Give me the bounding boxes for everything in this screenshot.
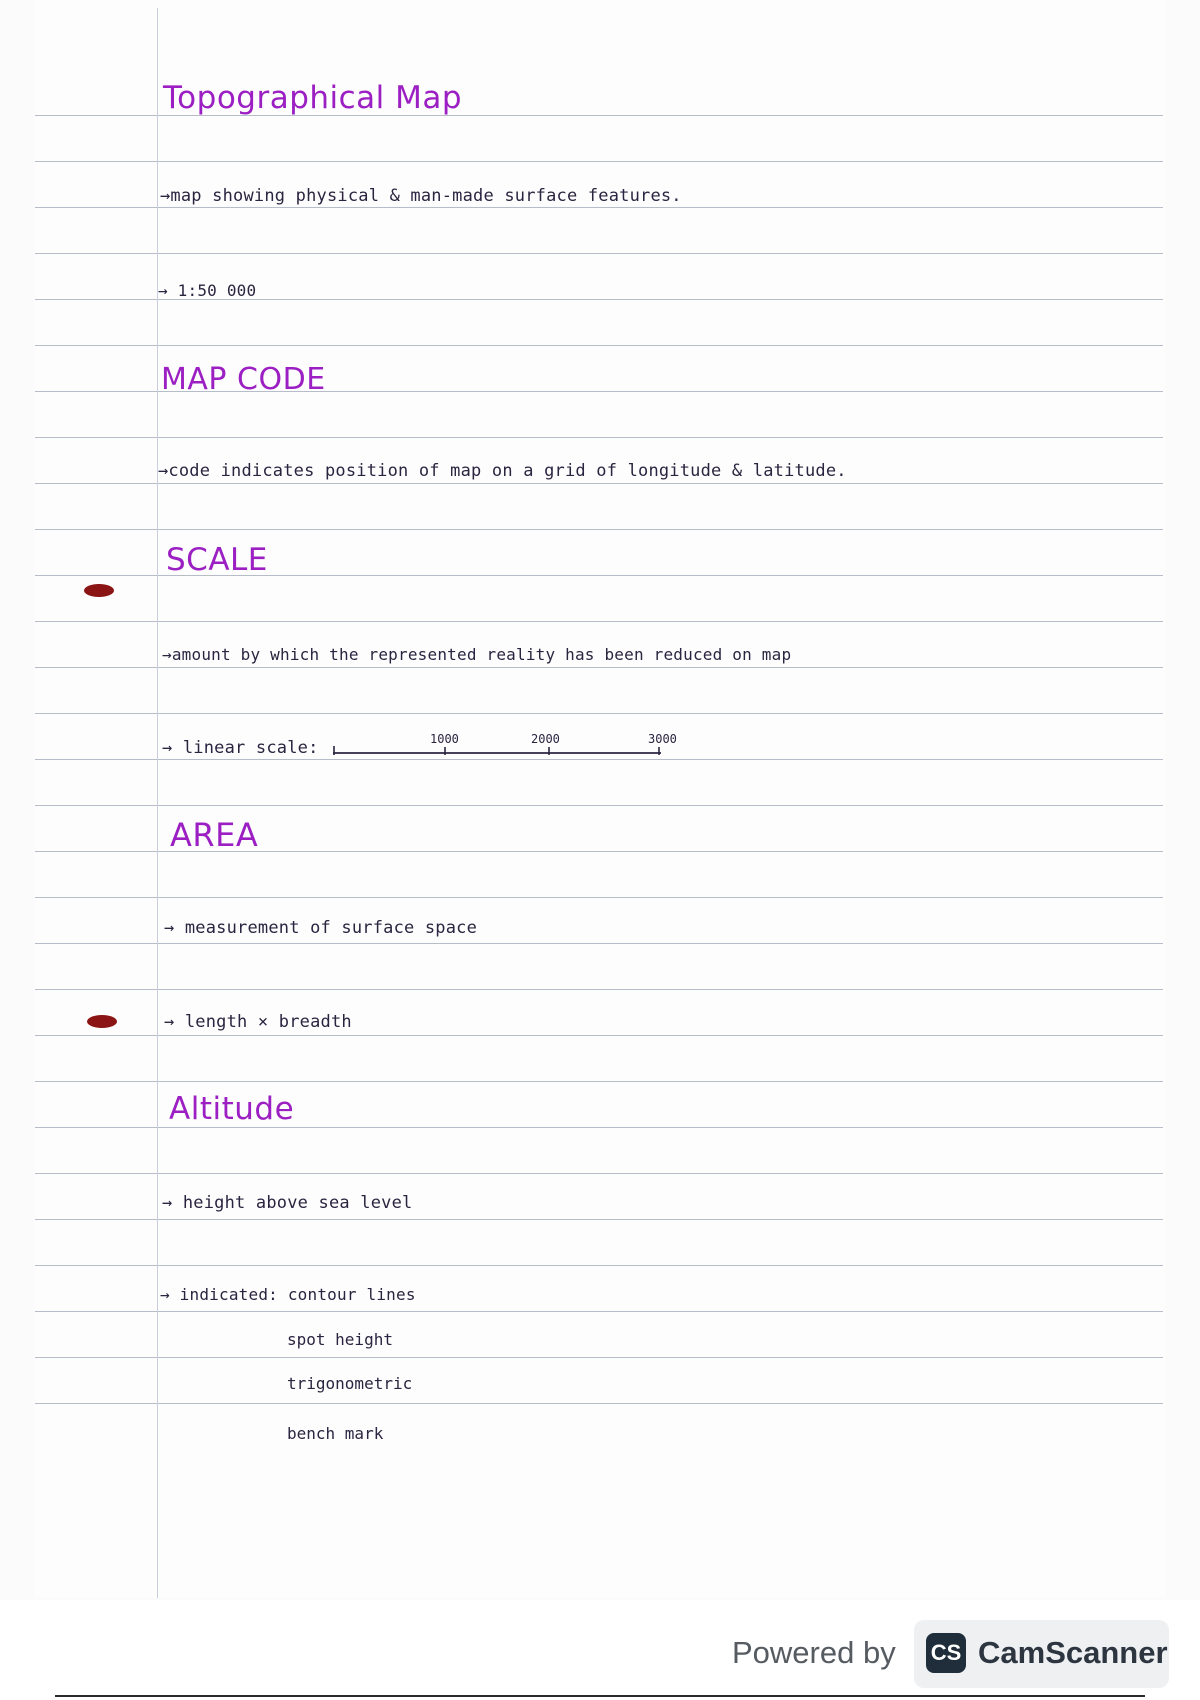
ruled-line [35,667,1163,668]
heading-altitude: Altitude [169,1091,295,1127]
camscanner-footer [0,1620,1200,1700]
punch-hole-bottom [87,1015,117,1028]
heading-area: AREA [170,816,259,854]
ruled-line [35,437,1163,438]
topo-definition: →map showing physical & man-made surface features. [160,186,682,206]
linear-scale-label: → linear scale: [162,738,319,758]
ruled-line [35,1265,1163,1266]
ruled-line [35,759,1163,760]
linear-scale-bar [333,738,663,756]
ruled-line [35,253,1163,254]
margin-line [157,8,158,1598]
ruled-line [35,1035,1163,1036]
scale-definition: →amount by which the represented reality has been reduced on map [162,645,792,664]
scale-tick-2000: 2000 [531,732,560,746]
altitude-indicated: → indicated: contour lines [160,1285,416,1304]
ruled-line [35,161,1163,162]
ruled-line [35,713,1163,714]
ruled-line [35,1403,1163,1404]
ruled-line [35,1311,1163,1312]
ruled-line [35,207,1163,208]
camscanner-brand: CamScanner [978,1635,1168,1670]
ruled-line [35,1219,1163,1220]
area-definition: → measurement of surface space [164,918,478,938]
scale-tick-3000: 3000 [648,732,677,746]
ruled-line [35,483,1163,484]
ruled-line [35,1127,1163,1128]
punch-hole-top [84,584,114,597]
ruled-line [35,1357,1163,1358]
ruled-line [35,1081,1163,1082]
ruled-line [35,1173,1163,1174]
ruled-line [35,943,1163,944]
altitude-method-trigonometric: trigonometric [287,1374,413,1393]
powered-by-text: Powered by [732,1635,896,1670]
map-code-definition: →code indicates position of map on a grid of longitude & latitude. [158,461,847,481]
area-formula: → length × breadth [164,1012,352,1032]
altitude-definition: → height above sea level [162,1193,413,1213]
ruled-line [35,989,1163,990]
scale-tick-1000: 1000 [430,732,459,746]
heading-map-code: MAP CODE [161,362,326,397]
ruled-line [35,529,1163,530]
ruled-line [35,897,1163,898]
altitude-method-spot-height: spot height [287,1330,393,1349]
bottom-divider [55,1695,1145,1697]
heading-scale: SCALE [166,542,268,578]
notebook-paper [35,0,1165,1598]
camscanner-badge [914,1620,1169,1688]
heading-topographical-map: Topographical Map [163,80,463,116]
topo-scale-ratio: → 1:50 000 [158,281,257,300]
altitude-method-bench-mark: bench mark [287,1424,384,1443]
ruled-line [35,621,1163,622]
camscanner-logo-icon: CS [926,1633,966,1673]
ruled-line [35,805,1163,806]
ruled-line [35,345,1163,346]
